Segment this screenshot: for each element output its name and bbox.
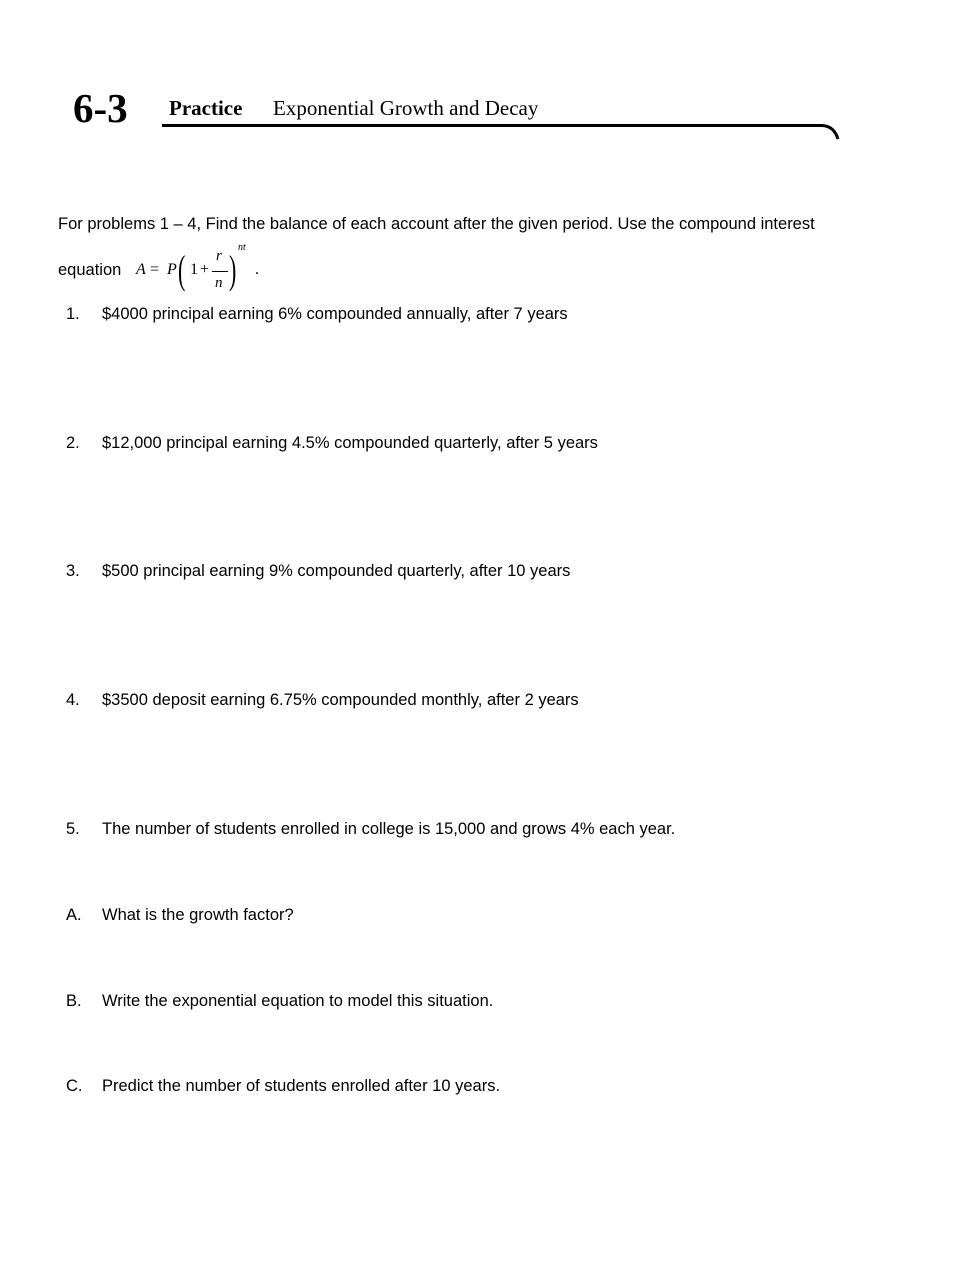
subpart-letter: C. xyxy=(66,1077,83,1095)
problem-text: $500 principal earning 9% compounded quarterly, after 10 years xyxy=(102,562,571,580)
formula-periods: n xyxy=(215,275,223,291)
formula-principal: P xyxy=(167,261,177,278)
formula-left-paren: ( xyxy=(178,247,186,292)
formula-fraction-bar xyxy=(212,271,228,272)
problem-text: $3500 deposit earning 6.75% compounded monthly, after 2 years xyxy=(102,691,579,709)
problem-text: $12,000 principal earning 4.5% compounded quarterly, after 5 years xyxy=(102,434,598,452)
compound-interest-formula xyxy=(128,242,258,302)
practice-label: Practice xyxy=(169,96,243,120)
problem-text: $4000 principal earning 6% compounded annually, after 7 years xyxy=(102,305,568,323)
formula-period: . xyxy=(255,261,259,278)
problem-number: 1. xyxy=(66,305,80,323)
formula-right-paren: ) xyxy=(229,247,237,292)
lesson-number: 6-3 xyxy=(73,85,128,131)
formula-plus: + xyxy=(200,261,210,278)
formula-amount: A xyxy=(136,261,146,278)
lesson-title: Exponential Growth and Decay xyxy=(273,96,539,120)
problem-text: The number of students enrolled in college is 15,000 and grows 4% each year. xyxy=(102,820,676,838)
formula-one: 1 xyxy=(190,261,198,278)
subpart-text: Write the exponential equation to model this situation. xyxy=(102,992,494,1010)
header-rule xyxy=(162,123,842,145)
problem-number: 2. xyxy=(66,434,80,452)
subpart-text: What is the growth factor? xyxy=(102,906,294,924)
subpart-letter: A. xyxy=(66,906,82,924)
formula-rate: r xyxy=(216,248,222,264)
subpart-letter: B. xyxy=(66,992,82,1010)
intro-text: For problems 1 – 4, Find the balance of each account after the given period. Use the compound interest xyxy=(58,215,815,233)
problem-number: 5. xyxy=(66,820,80,838)
problem-number: 3. xyxy=(66,562,80,580)
subpart-text: Predict the number of students enrolled after 10 years. xyxy=(102,1077,501,1095)
problem-number: 4. xyxy=(66,691,80,709)
formula-exponent: nt xyxy=(238,242,246,253)
intro-equation-label: equation xyxy=(58,261,122,279)
formula-equals: = xyxy=(150,261,160,278)
